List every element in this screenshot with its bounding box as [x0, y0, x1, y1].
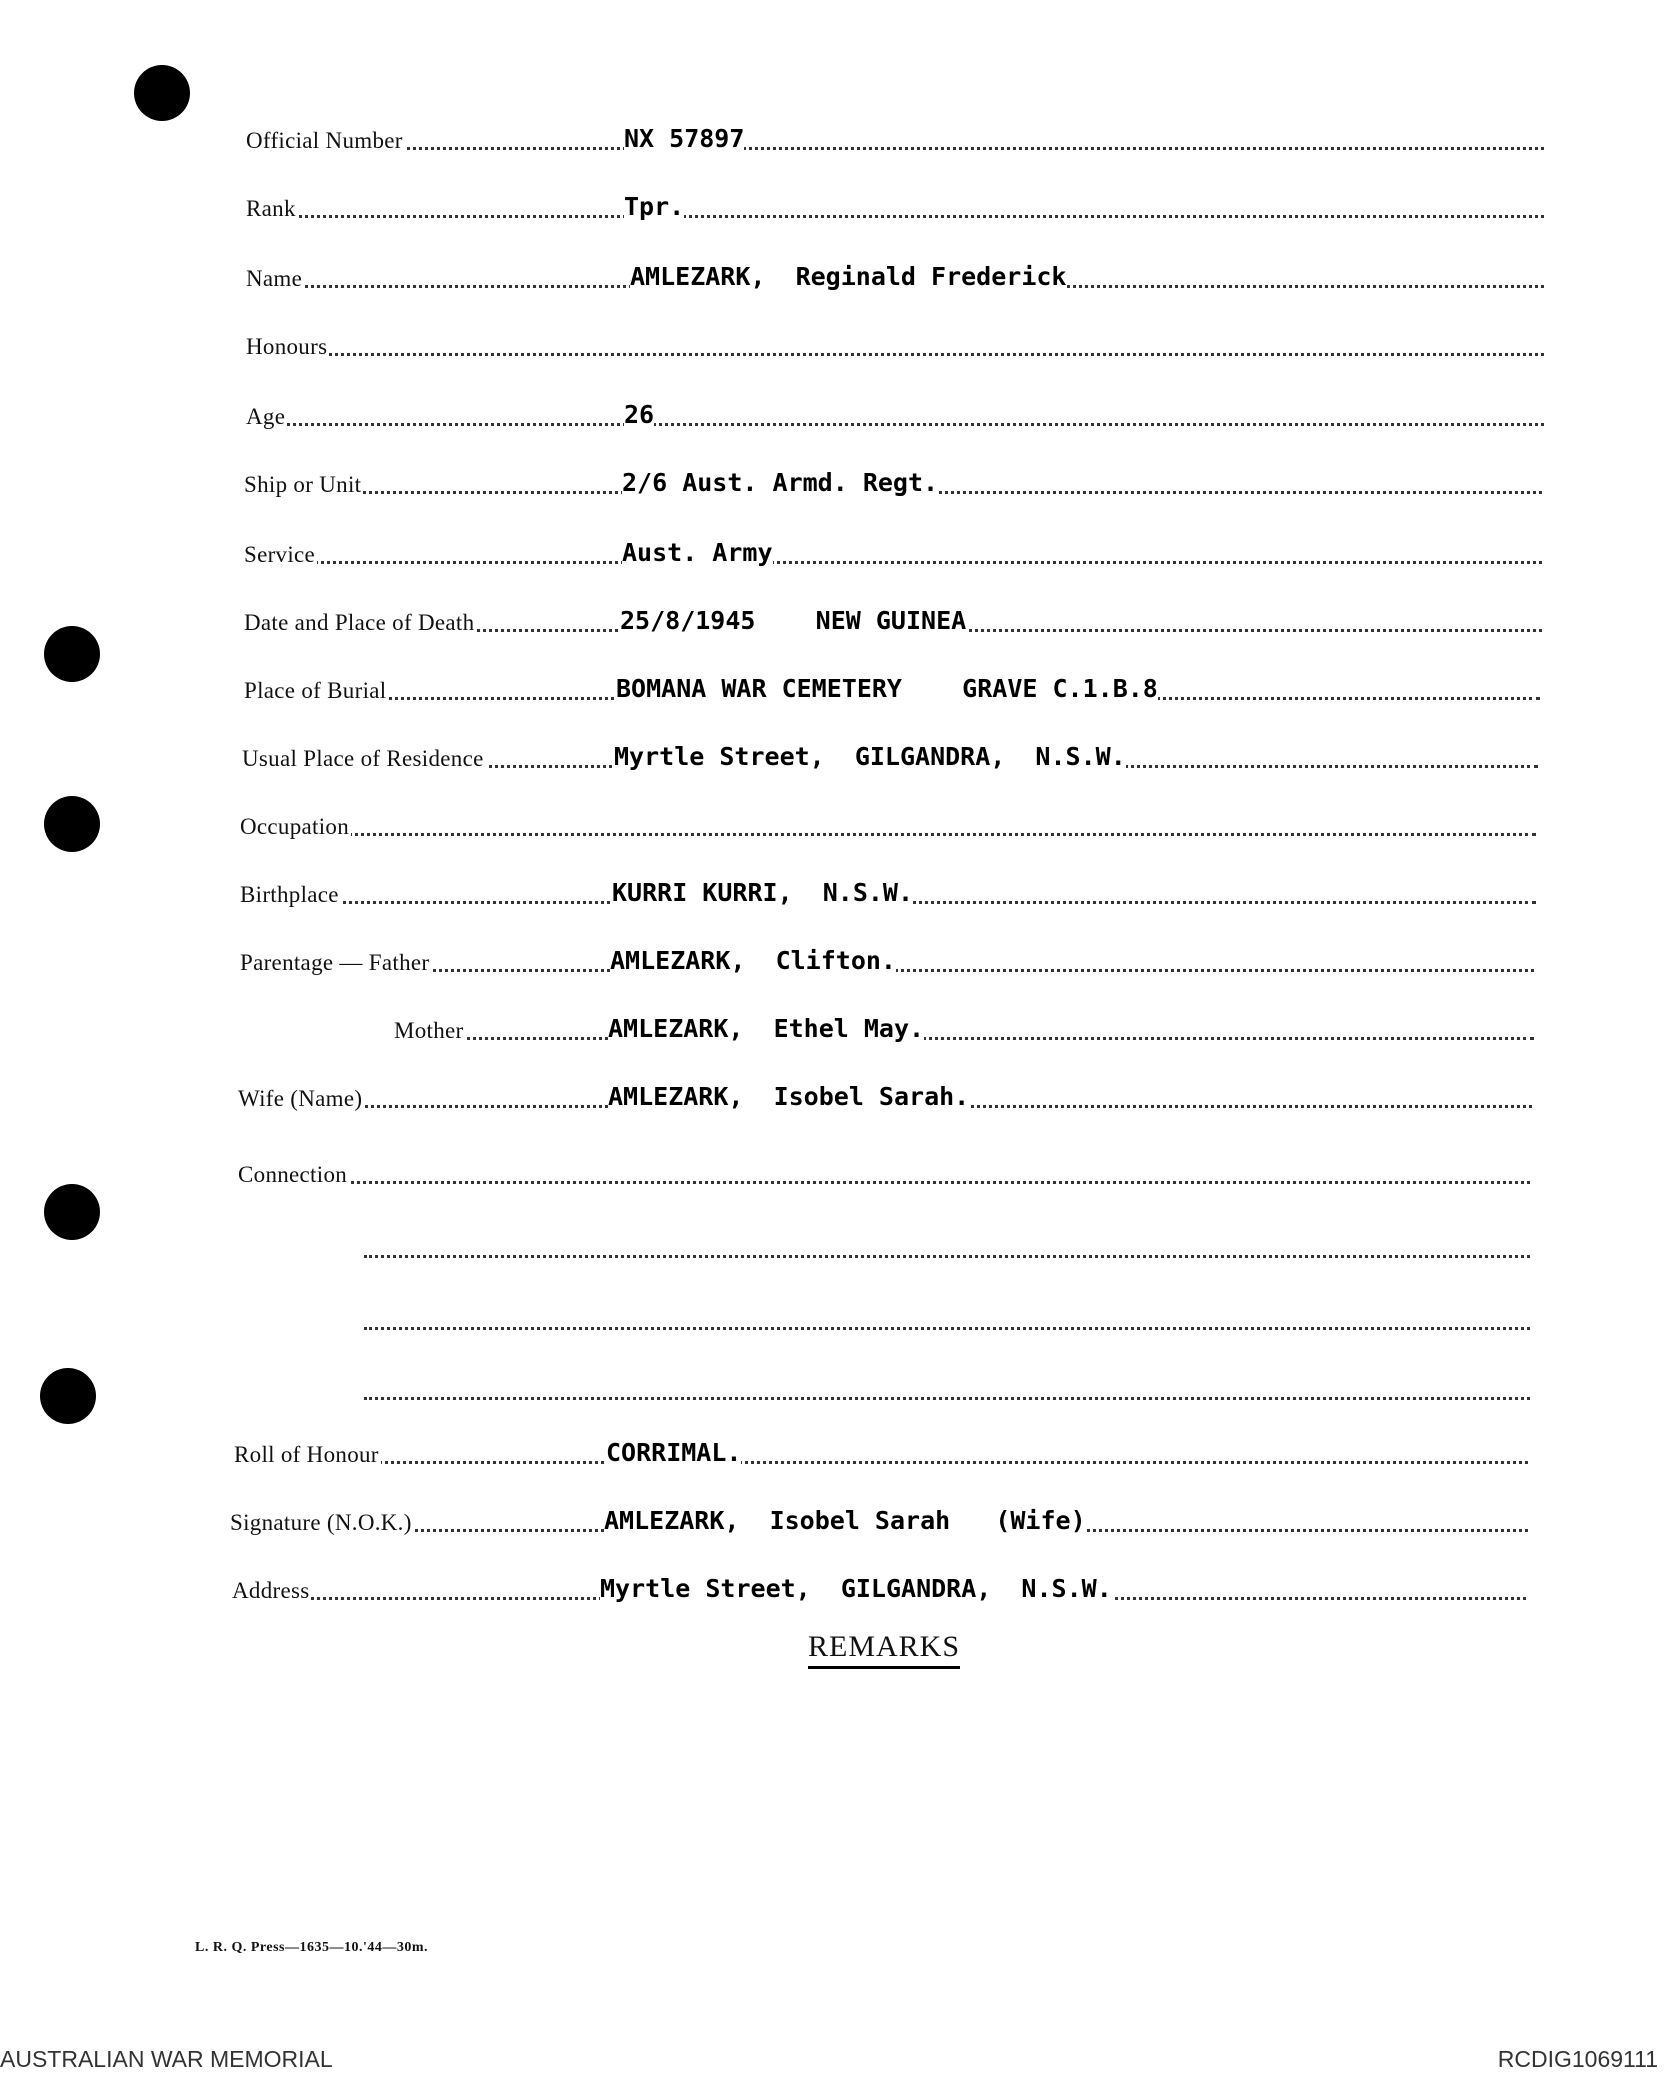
field-birthplace — [0, 866, 1664, 916]
field-value: AMLEZARK, Isobel Sarah (Wife) — [604, 1506, 1086, 1535]
field-label: Name — [246, 266, 303, 291]
field-mother — [0, 1002, 1664, 1052]
field-label: Place of Burial — [244, 678, 387, 703]
field-value: BOMANA WAR CEMETERY GRAVE C.1.B.8 — [616, 674, 1158, 703]
field-official-number — [0, 112, 1664, 162]
field-value: 25/8/1945 NEW GUINEA — [620, 606, 967, 635]
field-value: Aust. Army — [622, 538, 773, 567]
field-label: Rank — [246, 196, 296, 221]
field-value: AMLEZARK, Clifton. — [610, 946, 896, 975]
field-value: 26 — [624, 400, 655, 429]
field-label: Usual Place of Residence — [242, 746, 484, 771]
field-name — [0, 250, 1664, 300]
footer-source: AUSTRALIAN WAR MEMORIAL — [0, 2046, 333, 2072]
field-label: Occupation — [240, 814, 350, 839]
field-label: Connection — [238, 1162, 348, 1187]
footer-document-id: RCDIG1069111 — [1497, 2046, 1658, 2072]
field-label: Ship or Unit — [244, 472, 362, 497]
field-connection-line — [0, 1292, 1664, 1342]
field-connection — [0, 1146, 1664, 1196]
field-service — [0, 526, 1664, 576]
remarks-heading: REMARKS — [808, 1630, 960, 1669]
field-connection-line — [0, 1362, 1664, 1412]
field-value: Tpr. — [624, 192, 685, 221]
field-date-place-of-death — [0, 594, 1664, 644]
field-address — [0, 1562, 1664, 1612]
field-label: Age — [246, 404, 286, 429]
field-value: NX 57897 — [624, 124, 745, 153]
field-label: Signature (N.O.K.) — [230, 1510, 412, 1535]
field-usual-residence — [0, 730, 1664, 780]
field-age — [0, 388, 1664, 438]
field-label: Honours — [246, 334, 328, 359]
field-ship-or-unit — [0, 456, 1664, 506]
field-roll-of-honour — [0, 1426, 1664, 1476]
field-label: Official Number — [246, 128, 403, 153]
field-connection-line — [0, 1220, 1664, 1270]
field-label: Wife (Name) — [238, 1086, 363, 1111]
field-value: Myrtle Street, GILGANDRA, N.S.W. — [600, 1574, 1112, 1603]
field-occupation — [0, 798, 1664, 848]
field-signature-nok — [0, 1494, 1664, 1544]
field-place-of-burial — [0, 662, 1664, 712]
field-value: KURRI KURRI, N.S.W. — [612, 878, 914, 907]
field-value: AMLEZARK, Ethel May. — [608, 1014, 925, 1043]
field-label: Service — [244, 542, 316, 567]
field-label: Mother — [394, 1018, 464, 1043]
field-value: AMLEZARK, Reginald Frederick — [630, 262, 1067, 291]
field-value: AMLEZARK, Isobel Sarah. — [608, 1082, 970, 1111]
field-father — [0, 934, 1664, 984]
field-value: 2/6 Aust. Armd. Regt. — [622, 468, 939, 497]
field-label: Parentage — Father — [240, 950, 430, 975]
field-value: Myrtle Street, GILGANDRA, N.S.W. — [614, 742, 1126, 771]
field-label: Address — [232, 1578, 310, 1603]
field-rank — [0, 180, 1664, 230]
field-honours — [0, 318, 1664, 368]
field-wife — [0, 1070, 1664, 1120]
printer-imprint: L. R. Q. Press—1635—10.'44—30m. — [195, 1940, 429, 1955]
field-label: Roll of Honour — [234, 1442, 379, 1467]
field-label: Birthplace — [240, 882, 339, 907]
field-value: CORRIMAL. — [606, 1438, 742, 1467]
field-label: Date and Place of Death — [244, 610, 475, 635]
